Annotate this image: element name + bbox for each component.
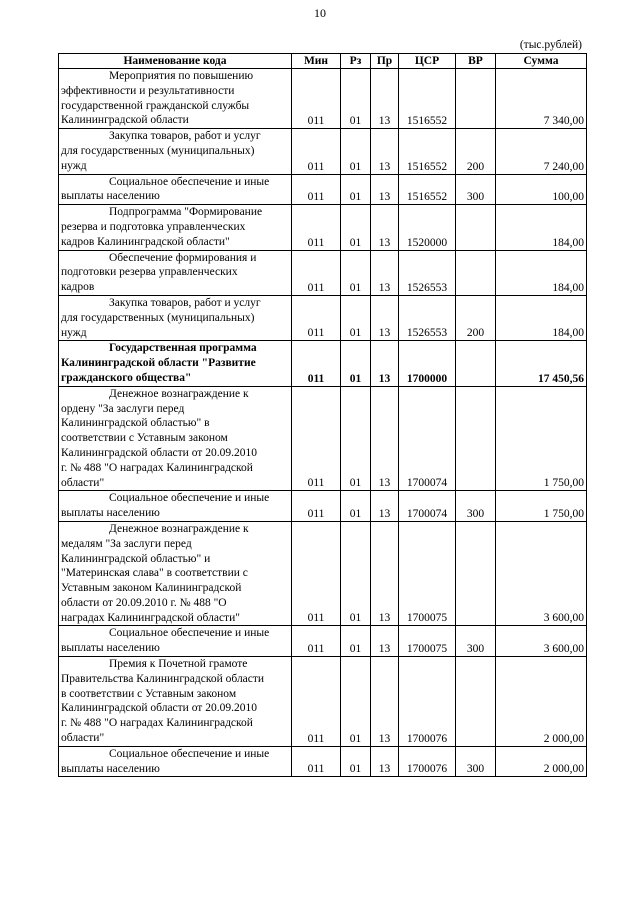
column-header-vr: ВР bbox=[456, 54, 496, 69]
name-line: Калининградской области "Развитие bbox=[61, 357, 256, 370]
name-line: Подпрограмма "Формирование bbox=[109, 206, 263, 219]
cell-vr bbox=[456, 205, 496, 250]
cell-name bbox=[59, 205, 292, 250]
cell-name bbox=[59, 250, 292, 295]
table-row bbox=[59, 386, 587, 491]
cell-csr: 1516552 bbox=[399, 69, 456, 129]
cell-min: 011 bbox=[292, 174, 341, 205]
cell-name bbox=[59, 521, 292, 626]
cell-rz: 01 bbox=[341, 174, 371, 205]
name-line: Закупка товаров, работ и услуг bbox=[109, 296, 261, 309]
table-row bbox=[59, 174, 587, 205]
table-row bbox=[59, 129, 587, 174]
cell-rz: 01 bbox=[341, 521, 371, 626]
cell-vr bbox=[456, 521, 496, 626]
name-line: подготовки резерва управленческих bbox=[61, 266, 238, 279]
cell-min: 011 bbox=[292, 295, 341, 340]
table-row bbox=[59, 205, 587, 250]
name-line: Социальное обеспечение и иные bbox=[109, 747, 270, 760]
cell-name bbox=[59, 386, 292, 491]
name-line: гражданского общества" bbox=[61, 371, 192, 384]
cell-pr: 13 bbox=[371, 295, 399, 340]
column-header-sum: Сумма bbox=[496, 54, 587, 69]
cell-name bbox=[59, 657, 292, 747]
name-line: Обеспечение формирования и bbox=[109, 251, 257, 264]
page-number: 10 bbox=[314, 6, 326, 20]
cell-sum: 1 750,00 bbox=[496, 491, 587, 522]
table-row bbox=[59, 491, 587, 522]
name-line: Правительства Калининградской области bbox=[61, 672, 265, 685]
name-line: для государственных (муниципальных) bbox=[61, 144, 255, 157]
cell-min: 011 bbox=[292, 657, 341, 747]
name-line: "Материнская слава" в соответствии с bbox=[61, 567, 248, 580]
name-line: Мероприятия по повышению bbox=[109, 70, 254, 82]
name-line: Денежное вознаграждение к bbox=[109, 522, 249, 535]
name-line: кадров Калининградской области" bbox=[61, 235, 230, 248]
name-line: Калининградской области bbox=[61, 114, 189, 127]
column-header-name: Наименование кода bbox=[59, 54, 292, 69]
cell-pr: 13 bbox=[371, 69, 399, 129]
cell-sum: 184,00 bbox=[496, 250, 587, 295]
cell-vr bbox=[456, 657, 496, 747]
cell-pr: 13 bbox=[371, 521, 399, 626]
cell-csr: 1700076 bbox=[399, 746, 456, 777]
name-line: г. № 488 "О наградах Калининградской bbox=[61, 717, 253, 730]
cell-pr: 13 bbox=[371, 129, 399, 174]
cell-rz: 01 bbox=[341, 746, 371, 777]
name-line: нужд bbox=[61, 326, 87, 339]
cell-name bbox=[59, 69, 292, 129]
cell-min: 011 bbox=[292, 250, 341, 295]
cell-vr: 300 bbox=[456, 746, 496, 777]
cell-pr: 13 bbox=[371, 657, 399, 747]
cell-vr: 300 bbox=[456, 626, 496, 657]
name-line: Закупка товаров, работ и услуг bbox=[109, 130, 261, 143]
cell-vr: 200 bbox=[456, 295, 496, 340]
table-row bbox=[59, 626, 587, 657]
cell-min: 011 bbox=[292, 205, 341, 250]
cell-min: 011 bbox=[292, 129, 341, 174]
cell-name bbox=[59, 626, 292, 657]
name-line: государственной гражданской службы bbox=[61, 99, 250, 112]
cell-sum: 100,00 bbox=[496, 174, 587, 205]
cell-pr: 13 bbox=[371, 626, 399, 657]
table-header-row bbox=[59, 54, 587, 69]
name-line: выплаты населению bbox=[61, 507, 160, 520]
cell-rz: 01 bbox=[341, 69, 371, 129]
name-line: кадров bbox=[61, 281, 95, 294]
table-row bbox=[59, 657, 587, 747]
column-header-rz: Рз bbox=[341, 54, 371, 69]
table-row bbox=[59, 746, 587, 777]
cell-min: 011 bbox=[292, 746, 341, 777]
cell-sum: 2 000,00 bbox=[496, 746, 587, 777]
cell-pr: 13 bbox=[371, 174, 399, 205]
cell-vr bbox=[456, 341, 496, 386]
name-line: эффективности и результативности bbox=[61, 84, 235, 97]
cell-rz: 01 bbox=[341, 626, 371, 657]
cell-rz: 01 bbox=[341, 295, 371, 340]
cell-pr: 13 bbox=[371, 250, 399, 295]
cell-csr: 1700074 bbox=[399, 491, 456, 522]
name-line: медалям "За заслуги перед bbox=[61, 537, 192, 550]
cell-rz: 01 bbox=[341, 250, 371, 295]
table-row bbox=[59, 250, 587, 295]
cell-csr: 1700000 bbox=[399, 341, 456, 386]
name-line: Калининградской области от 20.09.2010 bbox=[61, 446, 257, 459]
name-line: Социальное обеспечение и иные bbox=[109, 175, 270, 188]
cell-sum: 7 340,00 bbox=[496, 69, 587, 129]
budget-table bbox=[58, 53, 587, 777]
cell-rz: 01 bbox=[341, 657, 371, 747]
cell-min: 011 bbox=[292, 386, 341, 491]
cell-min: 011 bbox=[292, 491, 341, 522]
cell-min: 011 bbox=[292, 521, 341, 626]
cell-vr bbox=[456, 69, 496, 129]
cell-sum: 17 450,56 bbox=[496, 341, 587, 386]
cell-csr: 1516552 bbox=[399, 129, 456, 174]
cell-name bbox=[59, 746, 292, 777]
name-line: Денежное вознаграждение к bbox=[109, 387, 249, 400]
name-line: Премия к Почетной грамоте bbox=[109, 658, 248, 671]
name-line: нужд bbox=[61, 159, 87, 172]
cell-csr: 1700076 bbox=[399, 657, 456, 747]
cell-rz: 01 bbox=[341, 491, 371, 522]
cell-rz: 01 bbox=[341, 341, 371, 386]
name-line: наградах Калининградской области" bbox=[61, 611, 240, 624]
cell-min: 011 bbox=[292, 341, 341, 386]
table-body bbox=[59, 69, 587, 777]
cell-name bbox=[59, 341, 292, 386]
cell-sum: 184,00 bbox=[496, 205, 587, 250]
name-line: Калининградской областью" в bbox=[61, 417, 210, 430]
cell-pr: 13 bbox=[371, 341, 399, 386]
cell-csr: 1700075 bbox=[399, 626, 456, 657]
cell-name bbox=[59, 129, 292, 174]
cell-csr: 1700075 bbox=[399, 521, 456, 626]
table-row bbox=[59, 295, 587, 340]
name-line: резерва и подготовка управленческих bbox=[61, 220, 246, 233]
cell-sum: 3 600,00 bbox=[496, 521, 587, 626]
cell-rz: 01 bbox=[341, 205, 371, 250]
name-line: в соответствии с Уставным законом bbox=[61, 687, 237, 700]
name-line: области" bbox=[61, 476, 105, 489]
cell-sum: 184,00 bbox=[496, 295, 587, 340]
name-line: Калининградской области от 20.09.2010 bbox=[61, 702, 257, 715]
column-header-min: Мин bbox=[292, 54, 341, 69]
cell-min: 011 bbox=[292, 626, 341, 657]
name-line: выплаты населению bbox=[61, 642, 160, 655]
cell-pr: 13 bbox=[371, 746, 399, 777]
cell-csr: 1526553 bbox=[399, 250, 456, 295]
name-line: области" bbox=[61, 732, 105, 745]
name-line: выплаты населению bbox=[61, 190, 160, 203]
cell-name bbox=[59, 491, 292, 522]
name-line: области от 20.09.2010 г. № 488 "О bbox=[61, 596, 227, 609]
cell-min: 011 bbox=[292, 69, 341, 129]
name-line: Уставным законом Калининградской bbox=[61, 582, 242, 595]
cell-name bbox=[59, 295, 292, 340]
cell-csr: 1526553 bbox=[399, 295, 456, 340]
name-line: Калининградской областью" и bbox=[61, 552, 211, 565]
name-line: Социальное обеспечение и иные bbox=[109, 492, 270, 505]
cell-sum: 2 000,00 bbox=[496, 657, 587, 747]
column-header-csr: ЦСР bbox=[399, 54, 456, 69]
cell-csr: 1520000 bbox=[399, 205, 456, 250]
table-row bbox=[59, 341, 587, 386]
cell-name bbox=[59, 174, 292, 205]
cell-vr bbox=[456, 250, 496, 295]
name-line: соответствии с Уставным законом bbox=[61, 432, 228, 445]
cell-sum: 7 240,00 bbox=[496, 129, 587, 174]
column-header-pr: Пр bbox=[371, 54, 399, 69]
cell-pr: 13 bbox=[371, 386, 399, 491]
cell-sum: 1 750,00 bbox=[496, 386, 587, 491]
units-label: (тыс.рублей) bbox=[519, 39, 582, 51]
name-line: ордену "За заслуги перед bbox=[61, 402, 185, 415]
cell-pr: 13 bbox=[371, 491, 399, 522]
cell-csr: 1516552 bbox=[399, 174, 456, 205]
name-line: г. № 488 "О наградах Калининградской bbox=[61, 461, 253, 474]
cell-vr bbox=[456, 386, 496, 491]
cell-csr: 1700074 bbox=[399, 386, 456, 491]
cell-pr: 13 bbox=[371, 205, 399, 250]
cell-sum: 3 600,00 bbox=[496, 626, 587, 657]
name-line: Социальное обеспечение и иные bbox=[109, 627, 270, 640]
cell-rz: 01 bbox=[341, 386, 371, 491]
name-line: Государственная программа bbox=[109, 342, 257, 355]
cell-vr: 300 bbox=[456, 491, 496, 522]
table-row bbox=[59, 521, 587, 626]
name-line: выплаты населению bbox=[61, 762, 160, 775]
name-line: для государственных (муниципальных) bbox=[61, 311, 255, 324]
cell-rz: 01 bbox=[341, 129, 371, 174]
cell-vr: 200 bbox=[456, 129, 496, 174]
cell-vr: 300 bbox=[456, 174, 496, 205]
table-row bbox=[59, 69, 587, 129]
